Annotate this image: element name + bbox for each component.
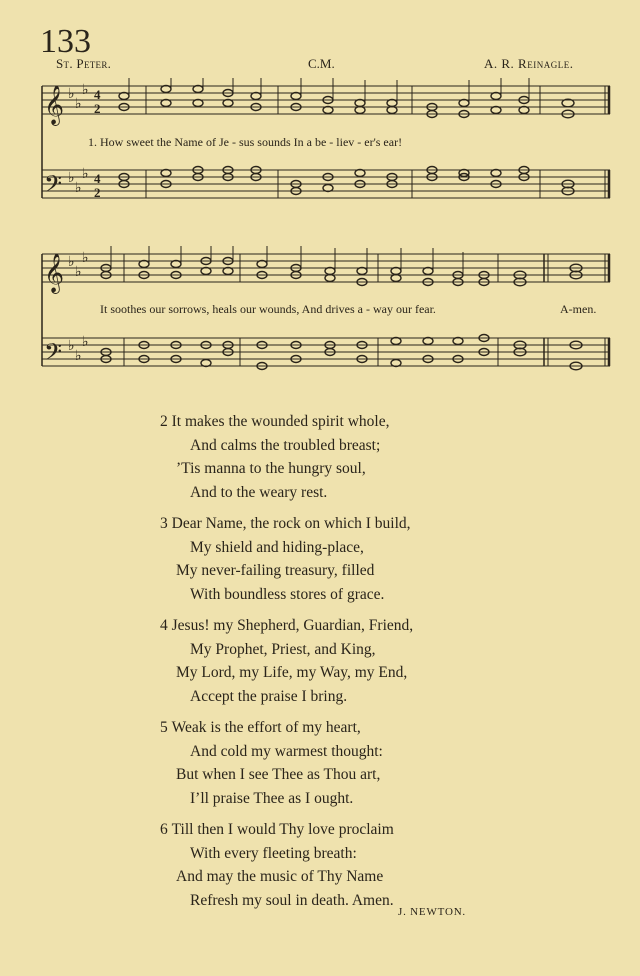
svg-text:♭: ♭ [68,170,75,186]
hymn-number: 133 [40,23,91,60]
lyric-line-2: It soothes our sorrows, heals our wounds, And drives a - way our fear. [100,302,436,316]
composer: A. R. Reinagle. [484,56,574,71]
verse-line: And calms the troubled breast; [190,436,381,454]
lyric-line-1: 1. How sweet the Name of Je - sus sounds In a be - liev - er's ear! [88,135,403,149]
verse-line: With boundless stores of grace. [190,585,385,603]
verse-number: 4 [160,617,168,634]
verse-line: And cold my warmest thought: [190,742,383,760]
verse-line: Jesus! my Shepherd, Guardian, Friend, [171,617,414,634]
verse-line: And to the weary rest. [190,483,328,501]
verse-5 [160,716,383,810]
svg-text:𝄢: 𝄢 [44,170,63,203]
verse-2 [160,410,389,504]
verse-number: 3 [160,515,168,532]
svg-text:♭: ♭ [82,82,89,98]
tune-name: St. Peter. [56,56,112,71]
amen-lyric: A-men. [560,302,597,316]
verse-number: 6 [160,821,168,838]
svg-text:♭: ♭ [75,264,82,280]
verse-line: ’Tis manna to the hungry soul, [176,460,366,477]
verse-line: It makes the wounded spirit whole, [171,413,390,430]
verse-3 [160,512,411,606]
svg-text:4: 4 [94,171,101,186]
svg-text:♭: ♭ [68,86,75,102]
verse-line: My shield and hiding-place, [190,538,364,556]
svg-text:♭: ♭ [82,250,89,266]
svg-text:♭: ♭ [82,166,89,182]
verse-line: Accept the praise I bring. [190,687,348,705]
verse-line: My Lord, my Life, my Way, my End, [176,664,408,681]
svg-text:2: 2 [94,185,101,200]
verse-4 [160,614,413,708]
svg-text:♭: ♭ [82,334,89,350]
verse-line: Refresh my soul in death. Amen. [190,891,394,909]
verse-line: Weak is the effort of my heart, [171,719,361,736]
verse-line: Dear Name, the rock on which I build, [171,515,411,532]
author-credit: J. NEWTON. [398,906,466,918]
svg-text:♭: ♭ [68,254,75,270]
verse-number: 5 [160,719,168,736]
svg-text:♭: ♭ [75,96,82,112]
verse-line: My never-failing treasury, filled [176,562,375,579]
verse-line: And may the music of Thy Name [176,868,384,885]
verse-line: I’ll praise Thee as I ought. [190,789,354,807]
svg-text:2: 2 [94,101,101,116]
svg-text:♭: ♭ [75,180,82,196]
verse-number: 2 [160,413,168,430]
svg-text:𝄞: 𝄞 [44,253,65,293]
verse-6 [160,818,394,912]
verse-line: With every fleeting breath: [190,844,357,862]
verse-line: But when I see Thee as Thou art, [176,766,381,783]
svg-text:𝄞: 𝄞 [44,85,65,125]
svg-text:♭: ♭ [75,348,82,364]
meter: C.M. [308,56,335,71]
svg-text:4: 4 [94,87,101,102]
verse-line: My Prophet, Priest, and King, [190,640,376,658]
svg-text:♭: ♭ [68,338,75,354]
svg-text:𝄢: 𝄢 [44,338,63,371]
verse-line: Till then I would Thy love proclaim [171,821,394,838]
